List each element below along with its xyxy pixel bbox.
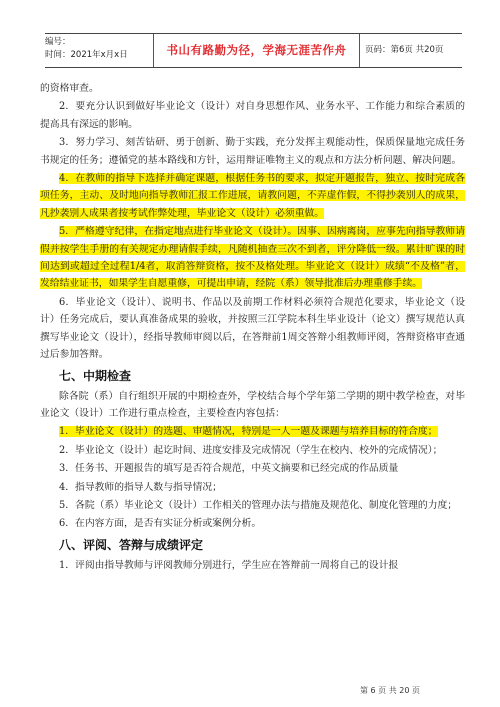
section-heading-midterm: 七、中期检查 [59, 368, 132, 383]
header-date: 时间：2021年x月x日 [45, 50, 128, 60]
paragraph-midterm-1: 1．毕业论文（设计）的选题、审题情况，特别是一人一题及课题与培养目标的符合度； [59, 426, 438, 438]
header-number-label: 编号： [45, 37, 71, 47]
paragraph-midterm-5: 5．各院（系）毕业论文（设计）工作相关的管理办法与措施及规范化、制度化管理的力度； [59, 499, 458, 511]
header-meta [45, 36, 128, 62]
paragraph-continuation: 的资格审查。 [40, 83, 99, 94]
paragraph-midterm-4: 4．指导教师的指导人数与指导情况； [59, 481, 222, 493]
page-header [45, 33, 462, 68]
section-heading-review: 八、评阅、答辩与成绩评定 [59, 537, 204, 552]
paragraph-item-4: 4．在教师的指导下选择并确定课题，根据任务书的要求，拟定开题报告，独立、按时完成各项任务，主动、及时地向指导教师汇报工作进展，请教问题，不弄虚作假，不得抄袭别人的成果，凡抄袭别人成果者按考试作弊处理，毕业论文（设计）必须重做。 [40, 173, 465, 219]
paragraph-midterm-2: 2．毕业论文（设计）起讫时间、进度安排及完成情况（学生在校内、校外的完成情况）； [59, 444, 443, 456]
paragraph-item-2: 2．要充分认识到做好毕业论文（设计）对自身思想作风、业务水平、工作能力和综合素质的提高具有深远的影响。 [40, 101, 465, 130]
paragraph-item-3: 3．努力学习、刻苦钻研、勇于创新、勤于实践，充分发挥主观能动性，保质保量地完成任务书规定的任务；遵循党的基本路线和方针，运用辩证唯物主义的观点和方法分析问题、解决问题。 [40, 137, 465, 166]
paragraph-midterm-3: 3．任务书、开题报告的填写是否符合规范，中英文摘要和已经完成的作品质量 [59, 463, 399, 475]
paragraph-review-1: 1．评阅由指导教师与评阅教师分别进行，学生应在答辩前一周将自己的设计报 [59, 559, 399, 571]
paragraph-item-5: 5．严格遵守纪律，在指定地点进行毕业论文（设计）。因事、因病离岗，应事先向指导教师请假并按学生手册的有关规定办理请假手续，凡随机抽查三次不到者，评分降低一级。累计旷课的时间达到或超过全过程1/4者，取消答辩资格，按不及格处理。毕业论文（设计）成绩“不及格”者，发给结业证书，如果学生自愿重修，可提出申请，经院（系）领导批准后办理重修手续。 [40, 226, 465, 290]
header-motto: 书山有路勤为径，学海无涯苦作舟 [153, 34, 360, 67]
paragraph-midterm-6: 6．在内容方面，是否有实证分析或案例分析。 [59, 518, 262, 530]
paragraph-item-6: 6．毕业论文（设计）、说明书、作品以及前期工作材料必须符合规范化要求，毕业论文（设计）任务完成后，要认真准备成果的验收，并按照三江学院本科生毕业设计（论文）撰写规范认真撰写毕业论文（设计），经指导教师审阅以后，在答辩前1周交答辩小组教师评阅，答辩资格审查通过后参加答辩。 [40, 296, 465, 361]
page-footer: 第 6 页 共 20 页 [360, 686, 420, 695]
document-body [40, 80, 465, 575]
paragraph-midterm-intro: 除各院（系）自行组织开展的中期检查外，学校结合每个学年第二学期的期中教学检查，对毕业论文（设计）工作进行重点检查，主要检查内容包括： [40, 390, 465, 419]
header-page-info: 页码：第6页 共20页 [365, 45, 444, 55]
